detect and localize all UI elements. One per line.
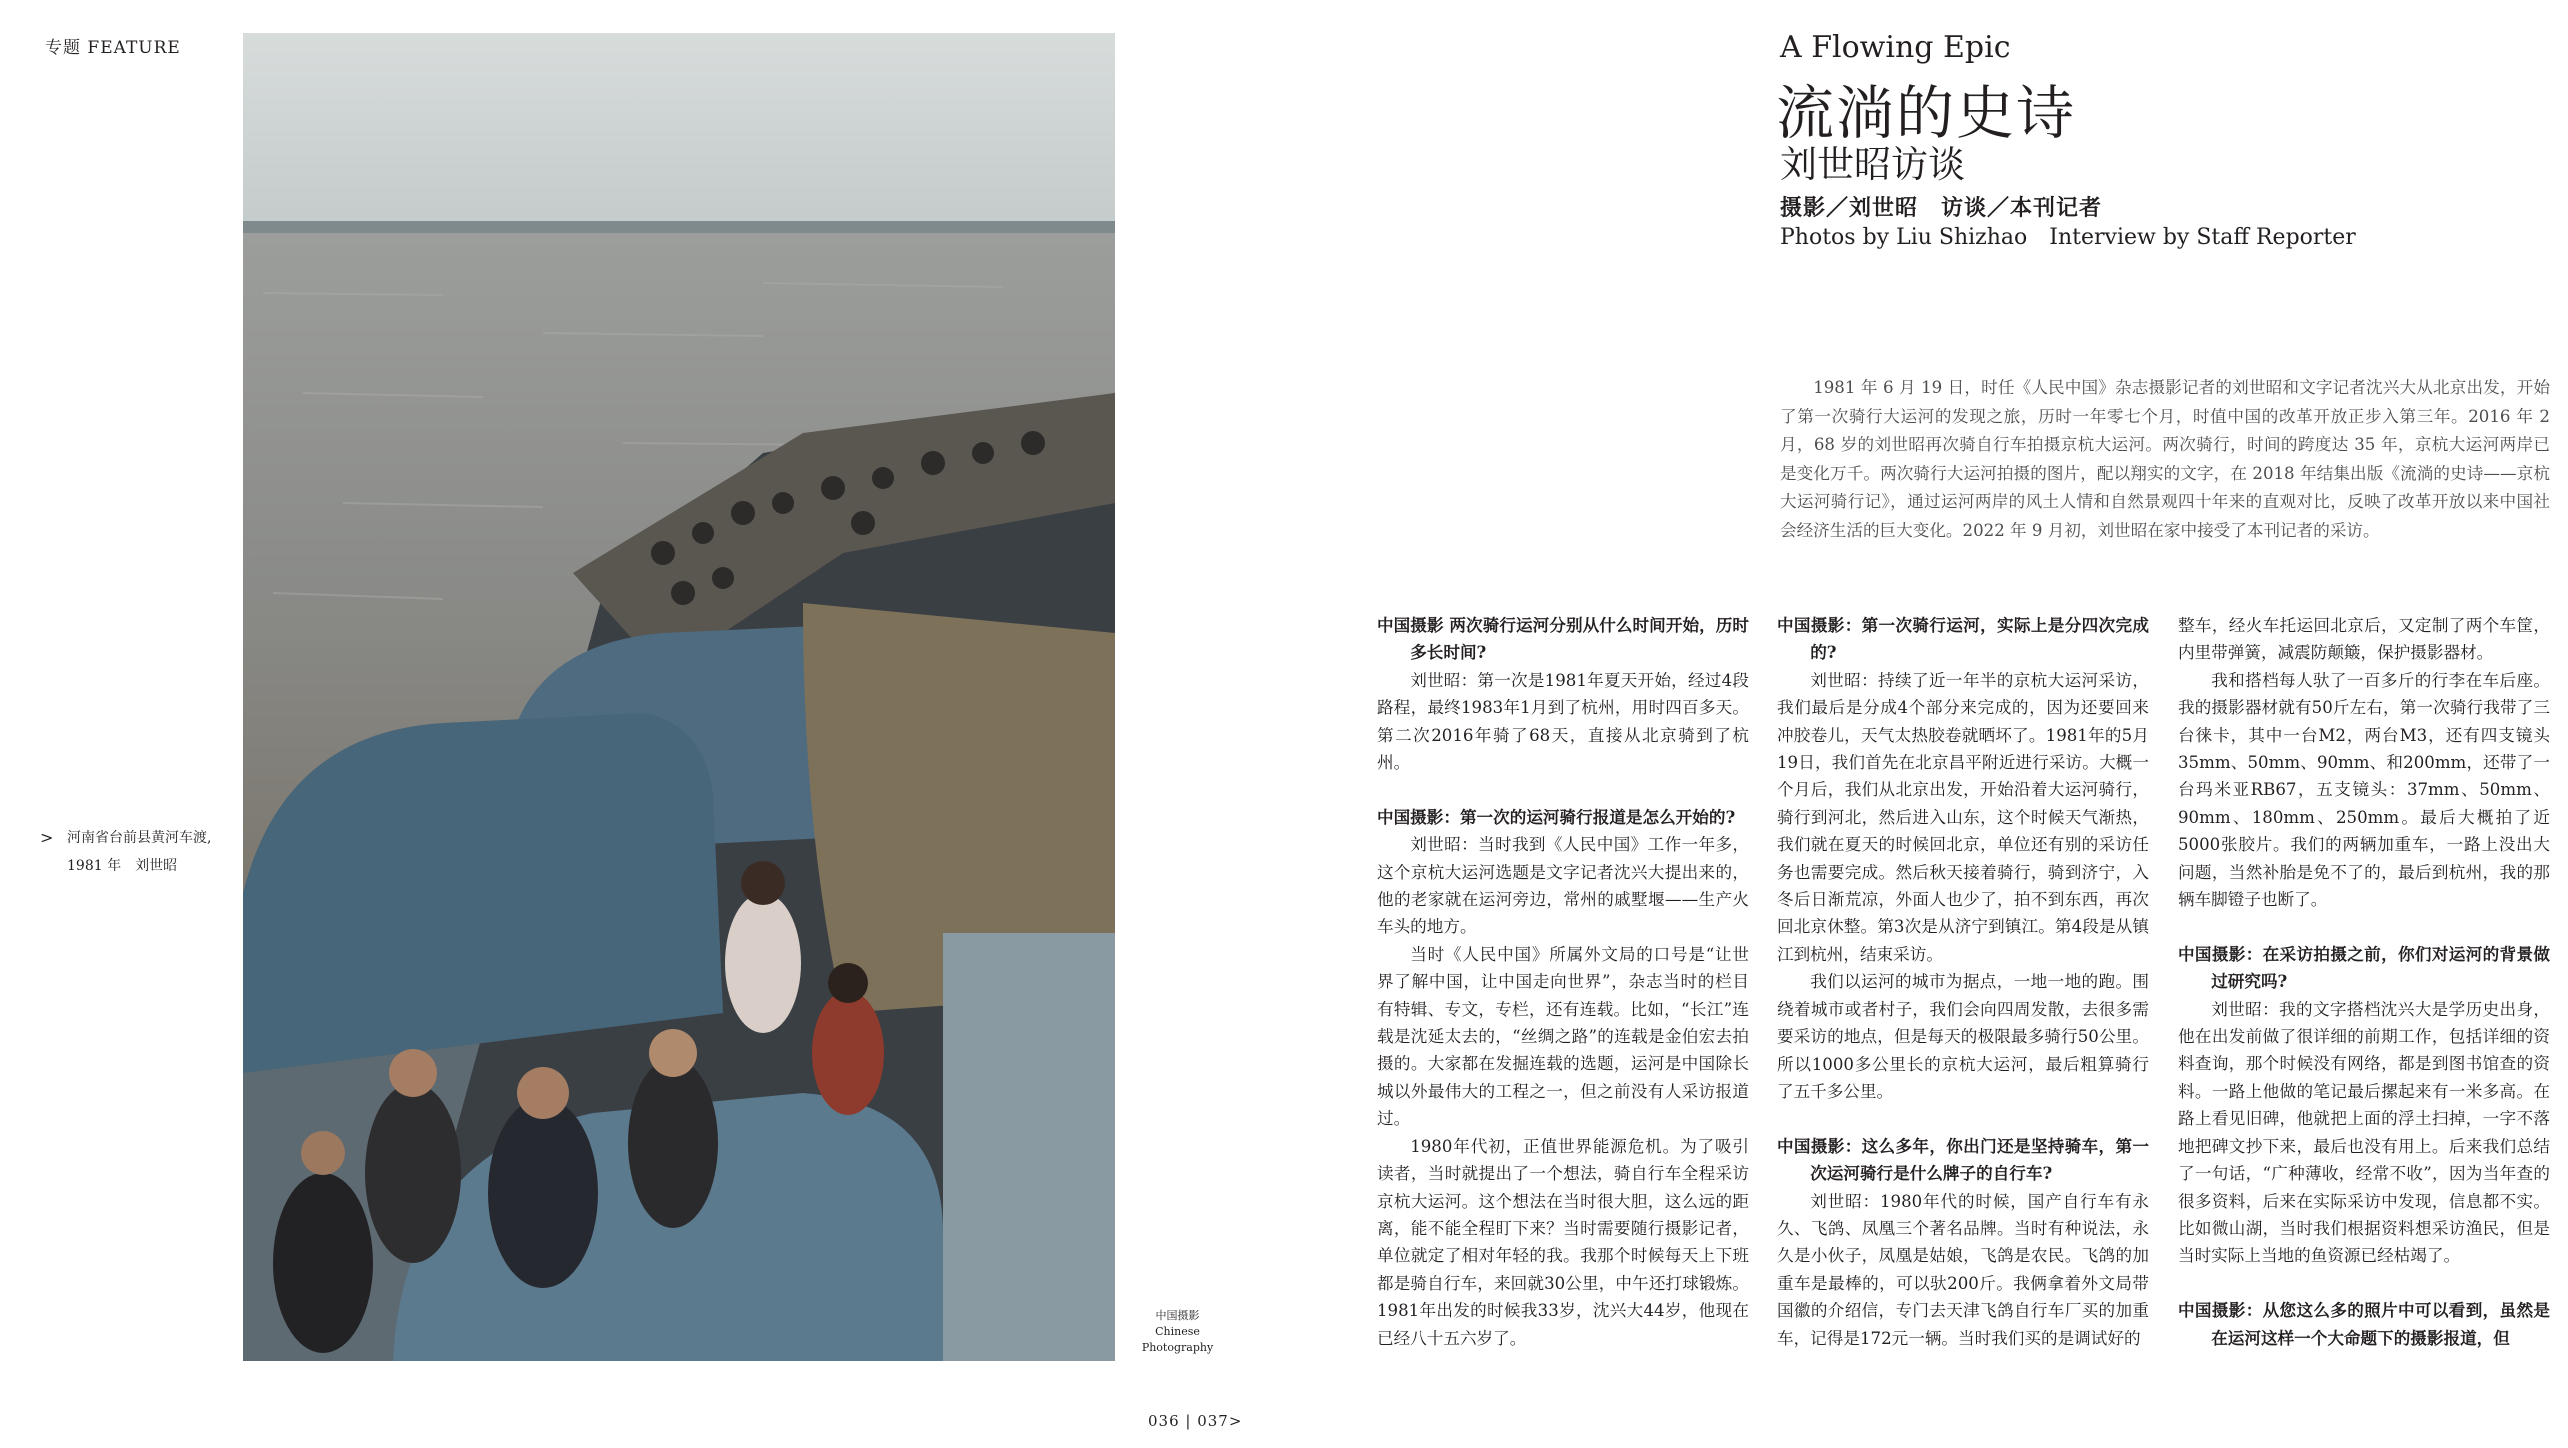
- mag-mark-line-2: Chinese: [1155, 1325, 1200, 1338]
- text-column-1: [1377, 612, 1749, 1352]
- answer: 当时《人民中国》所属外文局的口号是“让世界了解中国，让中国走向世界”，杂志当时的栏目有特辑、专文，专栏，还有连载。比如，“长江”连载是沈延太去的，“丝绸之路”的连载是金伯宏去拍摄的。大家都在发掘连载的选题，运河是中国除长城以外最伟大的工程之一，但之前没有人采访报道过。: [1377, 944, 1749, 1129]
- credits: [1780, 194, 2356, 252]
- mag-mark-line-3: Photography: [1141, 1341, 1214, 1354]
- answer: 整车，经火车托运回北京后，又定制了两个车筐，内里带弹簧，减震防颠簸，保护摄影器材。: [2178, 616, 2550, 663]
- question: 中国摄影：这么多年，你出门还是坚持骑车，第一次运河骑行是什么牌子的自行车?: [1777, 1135, 2149, 1184]
- question: 中国摄影：从您这么多的照片中可以看到，虽然是在运河这样一个大命题下的摄影报道，但: [2178, 1300, 2550, 1348]
- ferry-photo: [243, 33, 1115, 1361]
- question: 中国摄影：在采访拍摄之前，你们对运河的背景做过研究吗?: [2178, 943, 2550, 992]
- answer: 刘世昭：1980年代的时候，国产自行车有永久、飞鸽、凤凰三个著名品牌。当时有种说法，永久是小伙子，凤凰是姑娘，飞鸽是农民。飞鸽的加重车是最棒的，可以驮200斤。我俩拿着外文局带国徽的介绍信，专门去天津飞鸽自行车厂买的加重车，记得是172元一辆。当时我们买的是调试好的: [1777, 1191, 2149, 1348]
- credit-chinese: 摄影／刘世昭 访谈／本刊记者: [1780, 195, 2103, 221]
- section-tag: 专题 FEATURE: [45, 38, 181, 58]
- answer: 我和搭档每人驮了一百多斤的行李在车后座。我的摄影器材就有50斤左右，第一次骑行我带了三台徕卡，其中一台M2，两台M3，还有四支镜头35mm、50mm、90mm、和200mm，还带了一台玛米亚RB67，五支镜头：37mm、50mm、90mm、180mm、250mm。最后大概拍了近5000张胶片。我们的两辆加重车，一路上没出大问题，当然补胎是免不了的，最后到杭州，我的那辆车脚镫子也断了。: [2178, 670, 2550, 910]
- text-column-3: [2178, 612, 2550, 1352]
- far-shore: [243, 221, 1115, 235]
- answer: 刘世昭：当时我到《人民中国》工作一年多，这个京杭大运河选题是文字记者沈兴大提出来的，他的老家就在运河旁边，常州的戚墅堰——生产火车头的地方。: [1377, 835, 1749, 937]
- intro-paragraph: 1981 年 6 月 19 日，时任《人民中国》杂志摄影记者的刘世昭和文字记者沈兴大从北京出发，开始了第一次骑行大运河的发现之旅，历时一年零七个月，时值中国的改革开放正步入第三年。2016 年 2 月，68 岁的刘世昭再次骑自行车拍摄京杭大运河。两次骑行，时间的跨度达 35 年，京杭大运河两岸已是变化万千。两次骑行大运河拍摄的图片，配以翔实的文字，在 2018 年结集出版《流淌的史诗——京杭大运河骑行记》，通过运河两岸的风土人情和自然景观四十年来的直观对比，反映了改革开放以来中国社会经济生活的巨大变化。2022 年 9 月初，刘世昭在家中接受了本刊记者的采访。: [1780, 378, 2550, 540]
- caption-line-2: 1981 年 刘世昭: [67, 858, 178, 874]
- magazine-mark: [1130, 1308, 1225, 1356]
- photo-caption: [40, 824, 235, 880]
- caption-line-1: 河南省台前县黄河车渡,: [67, 830, 212, 846]
- mag-mark-line-1: 中国摄影: [1155, 1309, 1200, 1322]
- credit-english: Photos by Liu Shizhao Interview by Staff Reporter: [1780, 225, 2356, 250]
- answer: 1980年代初，正值世界能源危机。为了吸引读者，当时就提出了一个想法，骑自行车全程采访京杭大运河。这个想法在当时很大胆，这么远的距离，能不能全程盯下来？当时需要随行摄影记者，单位就定了相对年轻的我。我那个时候每天上下班都是骑自行车，来回就30公里，中午还打球锻炼。1981年出发的时候我33岁，沈兴大44岁，他现在已经八十五六岁了。: [1377, 1136, 1749, 1348]
- question: 中国摄影：第一次的运河骑行报道是怎么开始的?: [1377, 806, 1736, 827]
- title-chinese: 流淌的史诗: [1776, 79, 2077, 147]
- ferry-rail: [943, 933, 1115, 1361]
- text-column-2: [1777, 612, 2149, 1352]
- question: 中国摄影：第一次骑行运河，实际上是分四次完成的?: [1777, 615, 2149, 663]
- answer: 刘世昭：持续了近一年半的京杭大运河采访，我们最后是分成4个部分来完成的，因为还要回来冲胶卷儿，天气太热胶卷就晒坏了。1981年的5月19日，我们首先在北京昌平附近进行采访。大概一个月后，我们从北京出发，开始沿着大运河骑行，骑行到河北，然后进入山东，这个时候天气渐热，我们就在夏天的时候回北京，单位还有别的采访任务也需要完成。然后秋天接着骑行，骑到济宁，入冬后日渐荒凉，外面人也少了，拍不到东西，再次回北京休整。第3次是从济宁到镇江。第4段是从镇江到杭州，结束采访。: [1777, 670, 2149, 964]
- page-numbers: 036 | 037>: [1148, 1412, 1243, 1430]
- answer: 刘世昭：第一次是1981年夏天开始，经过4段路程，最终1983年1月到了杭州，用时四百多天。第二次2016年骑了68天，直接从北京骑到了杭州。: [1377, 670, 1749, 773]
- answer: 我们以运河的城市为据点，一地一地的跑。围绕着城市或者村子，我们会向四周发散，去很多需要采访的地点，但是每天的极限最多骑行50公里。所以1000多公里长的京杭大运河，最后粗算骑行了五千多公里。: [1777, 972, 2149, 1101]
- answer: 刘世昭：我的文字搭档沈兴大是学历史出身，他在出发前做了很详细的前期工作，包括详细的资料查询，那个时候没有网络，都是到图书馆查的资料。一路上他做的笔记最后摞起来有一米多高。在路上看见旧碑，他就把上面的浮土扫掉，一字不落地把碑文抄下来，最后也没有用上。后来我们总结了一句话，“广种薄收，经常不收”，因为当年查的很多资料，后来在实际采访中发现，信息都不实。比如微山湖，当时我们根据资料想采访渔民，但是当时实际上当地的鱼资源已经枯竭了。: [2178, 999, 2550, 1266]
- question: 中国摄影 两次骑行运河分别从什么时间开始，历时多长时间?: [1377, 615, 1749, 663]
- title-english: A Flowing Epic: [1780, 30, 2011, 65]
- subtitle: 刘世昭访谈: [1780, 143, 1965, 186]
- chevron-right-icon: >: [40, 828, 54, 847]
- sky: [243, 33, 1115, 229]
